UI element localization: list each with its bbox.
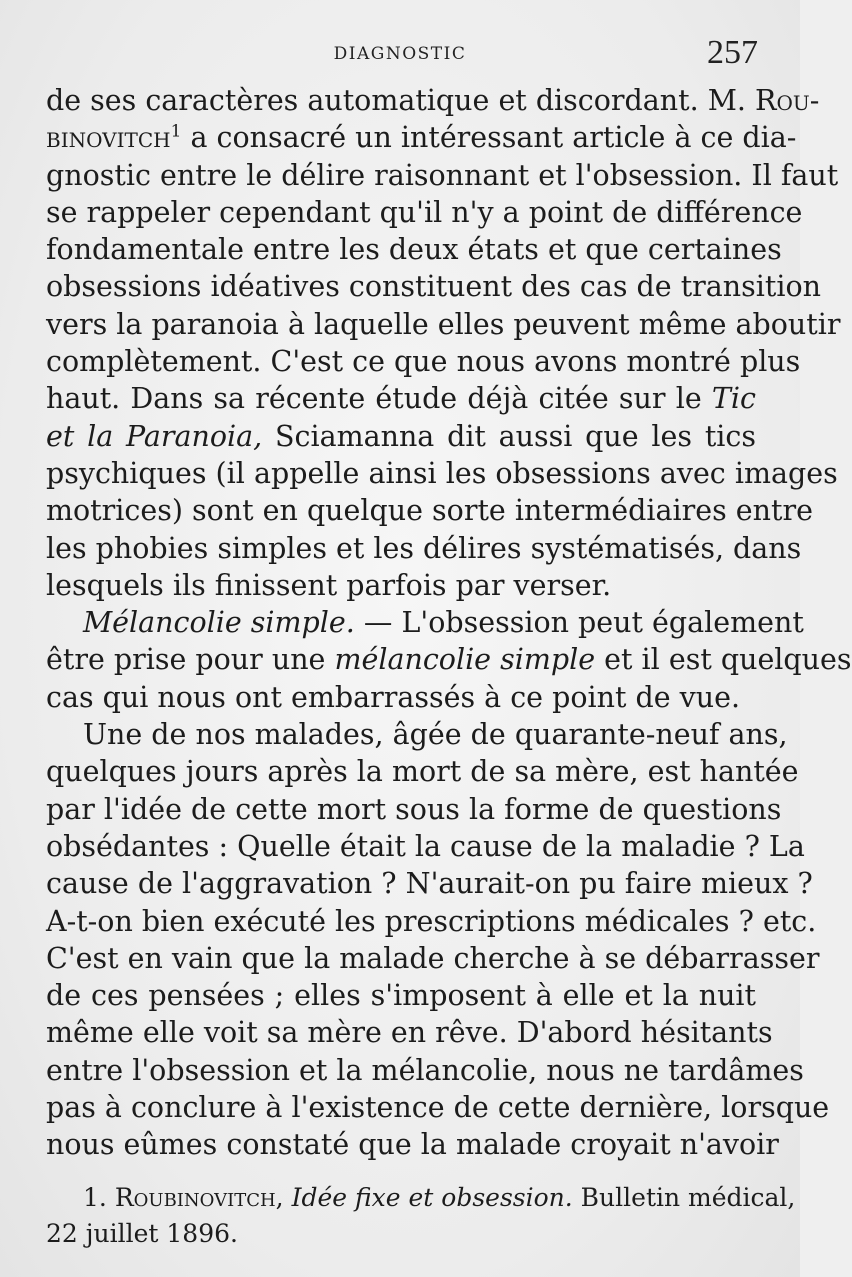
text-line: fondamentale entre les deux états et que certaines [46,233,782,267]
text-segment: a consacré un intéressant article à ce dia- [181,121,797,155]
text-segment: être prise pour une [46,643,335,677]
text-line: gnostic entre le délire raisonnant et l'obsession. Il faut [46,158,839,192]
body-text [46,82,852,1164]
text-line: se rappeler cependant qu'il n'y a point de différence [46,195,803,229]
page-number: 257 [707,34,758,71]
footnote-title: Idée fixe et obsession. [283,1183,573,1212]
text-segment: haut. Dans sa récente étude déjà citée sur le [46,382,712,416]
footnote-number: 1. [83,1183,115,1212]
text-line: vers la paranoia à laquelle elles peuvent même aboutir [46,307,841,341]
author-name: binovitch [46,121,171,155]
footnote [46,1180,796,1252]
text-line: Une de nos malades, âgée de quarante-neuf ans, [83,718,788,752]
italic-term: mélancolie simple [334,643,596,677]
section-heading-line [46,604,804,641]
italic-title: et la Paranoia, [46,419,263,453]
text-line: de ces pensées ; elles s'imposent à elle et la nuit [46,979,756,1013]
text-line: pas à conclure à l'existence de cette dernière, lorsque [46,1091,830,1125]
text-segment: — L'obsession peut également [354,606,804,640]
text-line: les phobies simples et les délires systématisés, dans [46,531,802,565]
text-line: A-t-on bien exécuté les prescriptions médicales ? etc. [46,904,817,938]
text-line [46,82,820,119]
text-line: complètement. C'est ce que nous avons montré plus [46,345,801,379]
text-line [46,380,756,417]
text-line: par l'idée de cette mort sous la forme de questions [46,792,782,826]
text-line: nous eûmes constaté que la malade croyait n'avoir [46,1128,779,1162]
text-line [46,641,852,678]
footnote-source: Bulletin médical, [572,1183,796,1212]
text-line: cas qui nous ont embarrassés à ce point de vue. [46,680,741,714]
text-line: motrices) sont en quelque sorte intermédiaires entre [46,494,813,528]
text-line [46,418,756,455]
footnote-author: Roubinovitch, [114,1183,284,1212]
text-segment: Sciamanna dit aussi que les tics [262,419,756,453]
text-line: obsessions idéatives constituent des cas de transition [46,270,821,304]
running-title: DIAGNOSTIC [333,44,467,64]
text-line: psychiques (il appelle ainsi les obsessions avec images [46,456,838,490]
text-line: cause de l'aggravation ? N'aurait-on pu faire mieux ? [46,867,813,901]
text-line: C'est en vain que la malade cherche à se débarrasser [46,941,820,975]
text-line: lesquels ils finissent parfois par verser. [46,568,612,602]
footnote-line: 22 juillet 1896. [46,1219,238,1248]
text-line: entre l'obsession et la mélancolie, nous ne tardâmes [46,1053,804,1087]
text-line: quelques jours après la mort de sa mère, est hantée [46,755,799,789]
text-line: même elle voit sa mère en rêve. D'abord hésitants [46,1016,773,1050]
section-heading: Mélancolie simple. [83,606,355,640]
author-name: Rou- [755,84,820,117]
text-segment: et il est quelques [595,643,852,677]
text-segment: de ses caractères automatique et discordant. M. [46,84,756,117]
text-line: obsédantes : Quelle était la cause de la maladie ? La [46,829,805,863]
italic-title: Tic [711,382,756,416]
footnote-line [46,1180,796,1216]
footnote-marker: 1 [170,121,182,142]
text-line [46,119,797,156]
